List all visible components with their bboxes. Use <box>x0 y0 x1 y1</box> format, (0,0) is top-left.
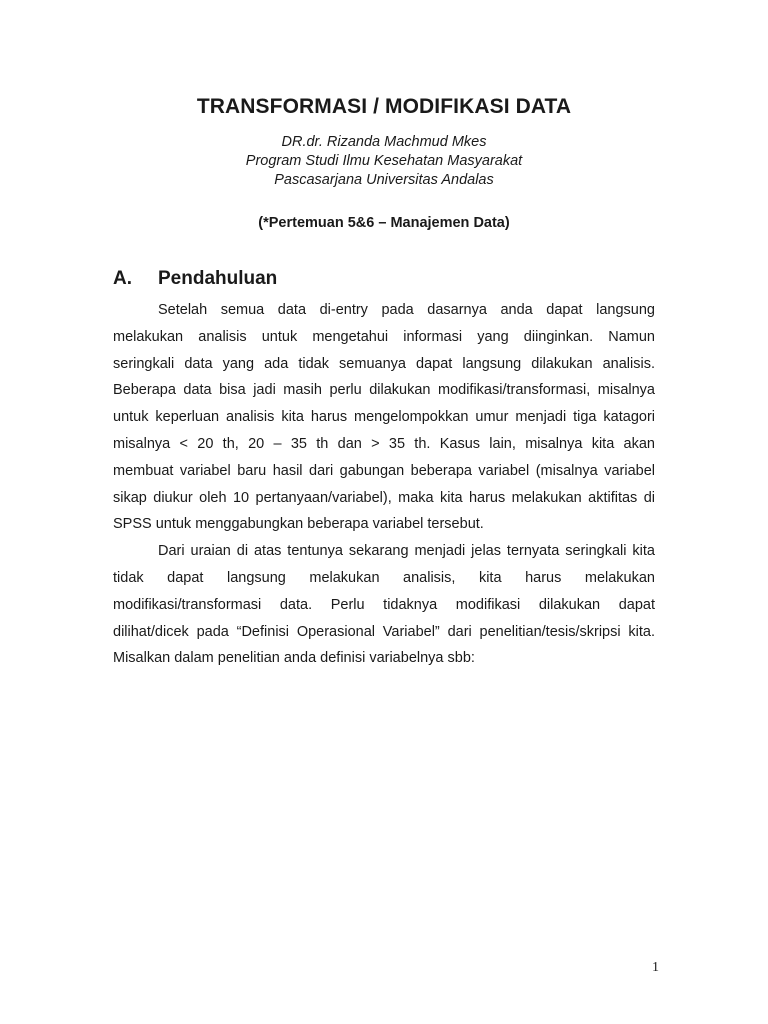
author-program: Program Studi Ilmu Kesehatan Masyarakat <box>245 153 523 169</box>
section-title: Pendahuluan <box>158 268 278 289</box>
paragraph-line: Setelah semua data di-entry pada dasarnya anda dapat langsung <box>158 302 655 318</box>
paragraph-line: Misalkan dalam penelitian anda definisi variabelnya sbb: <box>113 650 475 667</box>
paragraph-line: tidak dapat langsung melakukan analisis, kita harus melakukan <box>113 569 655 586</box>
meeting-note: (*Pertemuan 5&6 – Manajemen Data) <box>258 215 510 231</box>
paragraph-line: misalnya < 20 th, 20 – 35 th dan > 35 th. Kasus lain, misalnya kita akan <box>113 435 655 452</box>
paragraph-line: melakukan analisis untuk mengetahui informasi yang diinginkan. Namun <box>113 328 655 345</box>
paragraph-line: modifikasi/transformasi data. Perlu tidaknya modifikasi dilakukan dapat <box>113 596 655 613</box>
paragraph-line: membuat variabel baru hasil dari gabungan beberapa variabel (misalnya variabel <box>113 462 655 479</box>
section-heading <box>113 266 277 292</box>
paragraph-line: dilihat/dicek pada “Definisi Operasional Variabel” dari penelitian/tesis/skripsi kita. <box>113 623 655 640</box>
body-text <box>113 297 655 672</box>
paragraph-line: Dari uraian di atas tentunya sekarang menjadi jelas ternyata seringkali kita <box>158 543 655 560</box>
paragraph-line: SPSS untuk menggabungkan beberapa variabel tersebut. <box>113 516 484 533</box>
paragraph-line: Beberapa data bisa jadi masih perlu dilakukan modifikasi/transformasi, misalnya <box>113 382 655 399</box>
section-number: A. <box>113 268 132 289</box>
paragraph-line: untuk keperluan analisis kita harus mengelompokkan umur menjadi tiga katagori <box>113 409 655 426</box>
author-name: DR.dr. Rizanda Machmud Mkes <box>281 134 487 150</box>
author-institution: Pascasarjana Universitas Andalas <box>274 172 494 188</box>
page-number: 1 <box>652 960 659 975</box>
paragraph-line: sikap diukur oleh 10 pertanyaan/variabel), maka kita harus melakukan aktifitas di <box>113 489 655 506</box>
document-title: TRANSFORMASI / MODIFIKASI DATA <box>196 95 572 118</box>
author-block <box>0 133 768 190</box>
paragraph-line: seringkali data yang ada tidak semuanya dapat langsung dilakukan analisis. <box>113 355 655 372</box>
